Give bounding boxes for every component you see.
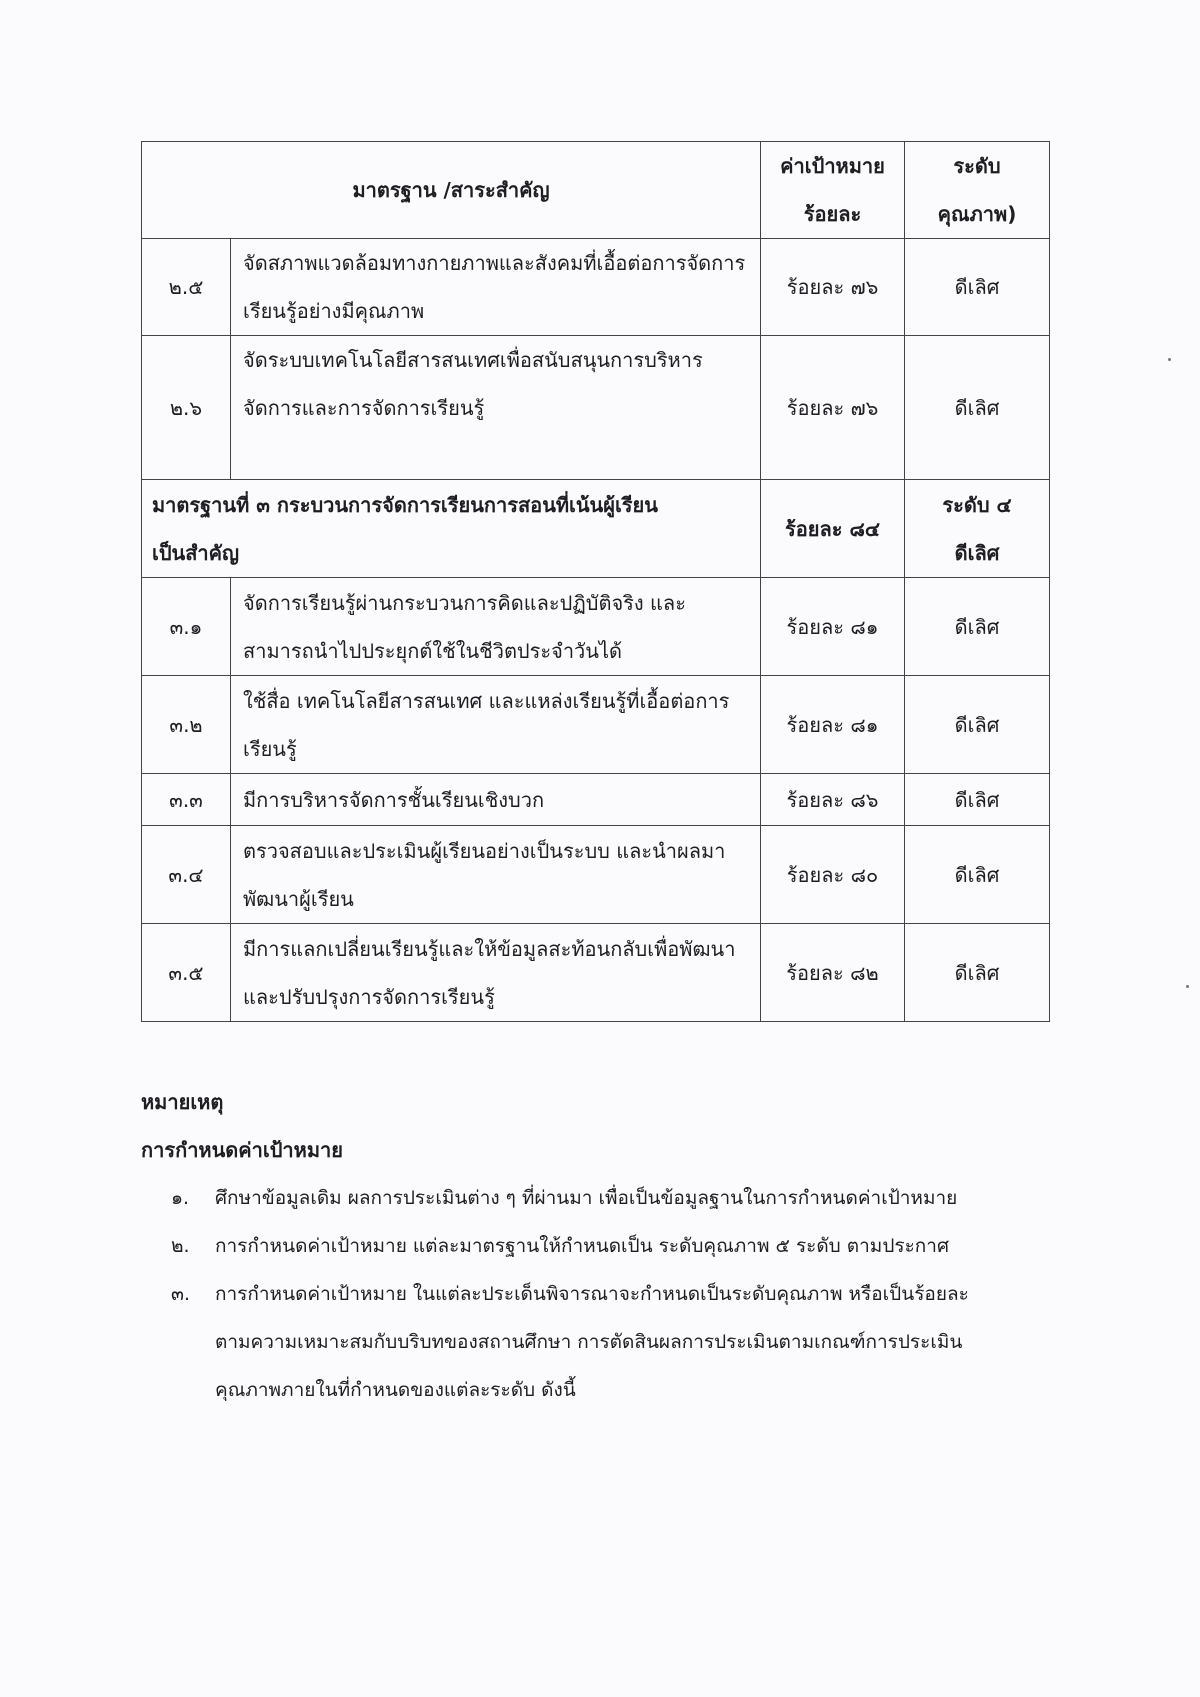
table-row [142,239,1050,336]
row-level: ดีเลิศ [905,336,1050,480]
row-description [231,239,761,336]
row-desc-line1: มีการบริหารจัดการชั้นเรียนเชิงบวก [243,787,545,812]
list-item [141,1222,1101,1270]
table-row [142,774,1050,826]
row-code: ๓.๔ [142,826,231,924]
table-row [142,676,1050,774]
row-target: ร้อยละ ๘๐ [761,826,905,924]
standard-3-level [905,480,1050,578]
row-level: ดีเลิศ [905,774,1050,826]
list-item [141,1270,1101,1414]
row-code: ๓.๒ [142,676,231,774]
header-target [761,142,905,239]
header-level-line1: ระดับ [953,154,1001,178]
header-level [905,142,1050,239]
row-description [231,676,761,774]
row-desc-line1: จัดการเรียนรู้ผ่านกระบวนการคิดและปฏิบัติจริง และ [243,590,686,615]
row-desc-line1: มีการแลกเปลี่ยนเรียนรู้และให้ข้อมูลสะท้อนกลับเพื่อพัฒนา [243,936,736,961]
standard-3-level-line2: ดีเลิศ [954,540,1000,565]
row-code: ๒.๖ [142,336,231,480]
row-desc-line2: เรียนรู้อย่างมีคุณภาพ [243,299,425,323]
header-level-line2: คุณภาพ) [937,202,1017,226]
notes-list [141,1174,1101,1414]
list-item-text: ตามความเหมาะสมกับบริบทของสถานศึกษา การตัดสินผลการประเมินตามเกณฑ์การประเมิน [215,1331,963,1353]
row-level: ดีเลิศ [905,826,1050,924]
row-desc-line1: จัดสภาพแวดล้อมทางกายภาพและสังคมที่เอื้อต่อการจัดการ [243,251,746,275]
standard-3-title [142,480,761,578]
scan-speck [1186,985,1189,988]
list-item [141,1174,1101,1222]
row-target: ร้อยละ ๗๖ [761,336,905,480]
row-target: ร้อยละ ๘๑ [761,578,905,676]
row-target: ร้อยละ ๘๑ [761,676,905,774]
header-target-line2: ร้อยละ [803,202,862,226]
row-desc-line1: ใช้สื่อ เทคโนโลยีสารสนเทศ และแหล่งเรียนรู้ที่เอื้อต่อการ [243,688,730,713]
notes-section [141,1078,1101,1414]
header-target-line1: ค่าเป้าหมาย [780,154,885,178]
table-row [142,924,1050,1022]
row-level: ดีเลิศ [905,676,1050,774]
row-desc-line1: ตรวจสอบและประเมินผู้เรียนอย่างเป็นระบบ และนำผลมา [243,838,726,863]
row-desc-line2: พัฒนาผู้เรียน [243,886,354,911]
row-desc-line2: จัดการและการจัดการเรียนรู้ [243,396,485,420]
standards-table [141,141,1050,1022]
row-description [231,336,761,480]
table-row [142,336,1050,480]
table-row [142,578,1050,676]
row-level: ดีเลิศ [905,578,1050,676]
row-code: ๒.๕ [142,239,231,336]
row-desc-line2: เรียนรู้ [243,736,297,761]
list-item-text: การกำหนดค่าเป้าหมาย แต่ละมาตรฐานให้กำหนดเป็น ระดับคุณภาพ ๕ ระดับ ตามประกาศ [215,1235,950,1257]
notes-subheading: การกำหนดค่าเป้าหมาย [141,1138,343,1162]
list-item-text: คุณภาพภายในที่กำหนดของแต่ละระดับ ดังนี้ [215,1379,576,1401]
row-desc-line2: และปรับปรุงการจัดการเรียนรู้ [243,984,495,1009]
row-description [231,924,761,1022]
list-item-text: การกำหนดค่าเป้าหมาย ในแต่ละประเด็นพิจารณาจะกำหนดเป็นระดับคุณภาพ หรือเป็นร้อยละ [215,1283,969,1305]
header-standard-title [142,142,761,239]
list-item-number: ๑. [171,1187,190,1209]
table-row [142,826,1050,924]
list-item-text: ศึกษาข้อมูลเดิม ผลการประเมินต่าง ๆ ที่ผ่านมา เพื่อเป็นข้อมูลฐานในการกำหนดค่าเป้าหมาย [215,1187,958,1209]
standard-3-line2: เป็นสำคัญ [152,540,240,565]
row-desc-line1: จัดระบบเทคโนโลยีสารสนเทศเพื่อสนับสนุนการบริหาร [243,348,703,372]
notes-heading: หมายเหตุ [141,1090,224,1114]
header-standard-title-text: มาตรฐาน /สาระสำคัญ [352,178,550,202]
row-code: ๓.๓ [142,774,231,826]
standard-3-level-line1: ระดับ ๔ [942,492,1012,517]
list-item-number: ๓. [171,1283,191,1305]
row-level: ดีเลิศ [905,924,1050,1022]
list-item-number: ๒. [171,1235,190,1257]
row-description [231,774,761,826]
row-desc-line2: สามารถนำไปประยุกต์ใช้ในชีวิตประจำวันได้ [243,638,623,663]
standard-3-target: ร้อยละ ๘๔ [761,480,905,578]
standard-3-line1: มาตรฐานที่ ๓ กระบวนการจัดการเรียนการสอนที่เน้นผู้เรียน [152,492,658,517]
row-description [231,826,761,924]
row-code: ๓.๑ [142,578,231,676]
table-header-row [142,142,1050,239]
row-target: ร้อยละ ๘๖ [761,774,905,826]
row-code: ๓.๕ [142,924,231,1022]
row-target: ร้อยละ ๗๖ [761,239,905,336]
row-description [231,578,761,676]
scan-speck [1168,358,1171,361]
row-level: ดีเลิศ [905,239,1050,336]
standard-row [142,480,1050,578]
row-target: ร้อยละ ๘๒ [761,924,905,1022]
